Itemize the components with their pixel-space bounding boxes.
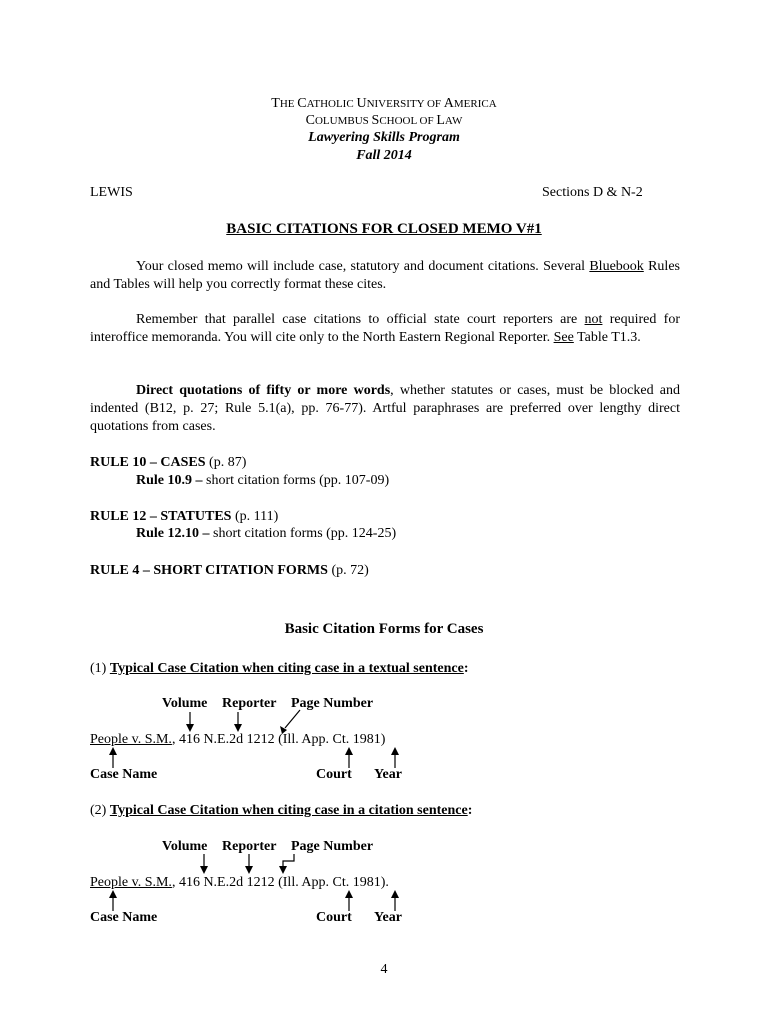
example-1-heading: (1) Typical Case Citation when citing case in a textual sentence:: [90, 661, 469, 676]
paragraph-1: Your closed memo will include case, statutory and document citations. Several Bluebook Rules and Tables will help you correctly format these cites.: [90, 259, 680, 292]
example-2-label-year: Year: [374, 910, 402, 925]
example-2-arrow-case-name: [109, 890, 117, 911]
example-1-label-court: Court: [316, 767, 352, 782]
document-title: BASIC CITATIONS FOR CLOSED MEMO V#1: [226, 221, 542, 237]
example-2-label-case-name: Case Name: [90, 910, 158, 925]
example-2-arrow-year: [391, 890, 399, 911]
example-1-arrow-reporter: [234, 712, 242, 732]
example-1-label-case-name: Case Name: [90, 767, 158, 782]
university-name: THE CATHOLIC UNIVERSITY OF AMERICA: [271, 96, 497, 111]
example-1-arrow-page: [280, 710, 300, 734]
example-2-label-page: Page Number: [291, 839, 374, 854]
sections-label: Sections D & N-2: [542, 185, 643, 200]
rule-12: RULE 12 – STATUTES (p. 111): [90, 509, 279, 524]
example-2-label-reporter: Reporter: [222, 839, 277, 854]
rule-12-10: Rule 12.10 – short citation forms (pp. 124-25): [136, 526, 397, 541]
example-1-citation: People v. S.M., 416 N.E.2d 1212 (Ill. App. Ct. 1981): [90, 732, 386, 747]
example-1-label-volume: Volume: [162, 696, 208, 711]
rule-4: RULE 4 – SHORT CITATION FORMS (p. 72): [90, 563, 369, 578]
paragraph-3: Direct quotations of fifty or more words, whether statutes or cases, must be blocked and indented (B12, p. 27; Rule 5.1(a), pp. 76-77). Artful paraphrases are preferred over lengthy direct quotations from cases.: [90, 383, 680, 434]
example-1-label-reporter: Reporter: [222, 696, 277, 711]
example-1-arrow-year: [391, 747, 399, 768]
section-title: Basic Citation Forms for Cases: [284, 621, 484, 637]
example-2-arrow-reporter: [245, 854, 253, 874]
example-1-label-page: Page Number: [291, 696, 374, 711]
example-2-label-court: Court: [316, 910, 352, 925]
paragraph-2: Remember that parallel case citations to official state court reporters are not required for interoffice memoranda. You will cite only to the North Eastern Regional Reporter. See Table T1.3.: [90, 312, 681, 345]
example-2-heading: (2) Typical Case Citation when citing case in a citation sentence:: [90, 803, 473, 818]
instructor-name: LEWIS: [90, 185, 133, 200]
example-2-arrow-court: [345, 890, 353, 911]
example-1-arrow-court: [345, 747, 353, 768]
program-name: Lawyering Skills Program: [308, 130, 460, 145]
school-name: COLUMBUS SCHOOL OF LAW: [305, 113, 463, 128]
rule-10: RULE 10 – CASES (p. 87): [90, 455, 247, 470]
page-number: 4: [380, 962, 388, 977]
term: Fall 2014: [356, 148, 412, 163]
example-1-arrow-volume: [186, 712, 194, 732]
example-1-label-year: Year: [374, 767, 402, 782]
example-2-label-volume: Volume: [162, 839, 208, 854]
example-1-arrow-case-name: [109, 747, 117, 768]
example-2-citation: People v. S.M., 416 N.E.2d 1212 (Ill. App. Ct. 1981).: [90, 875, 389, 890]
rule-10-9: Rule 10.9 – short citation forms (pp. 107-09): [136, 473, 390, 488]
example-2-arrow-volume: [200, 854, 208, 874]
example-2-arrow-page: [279, 854, 294, 874]
